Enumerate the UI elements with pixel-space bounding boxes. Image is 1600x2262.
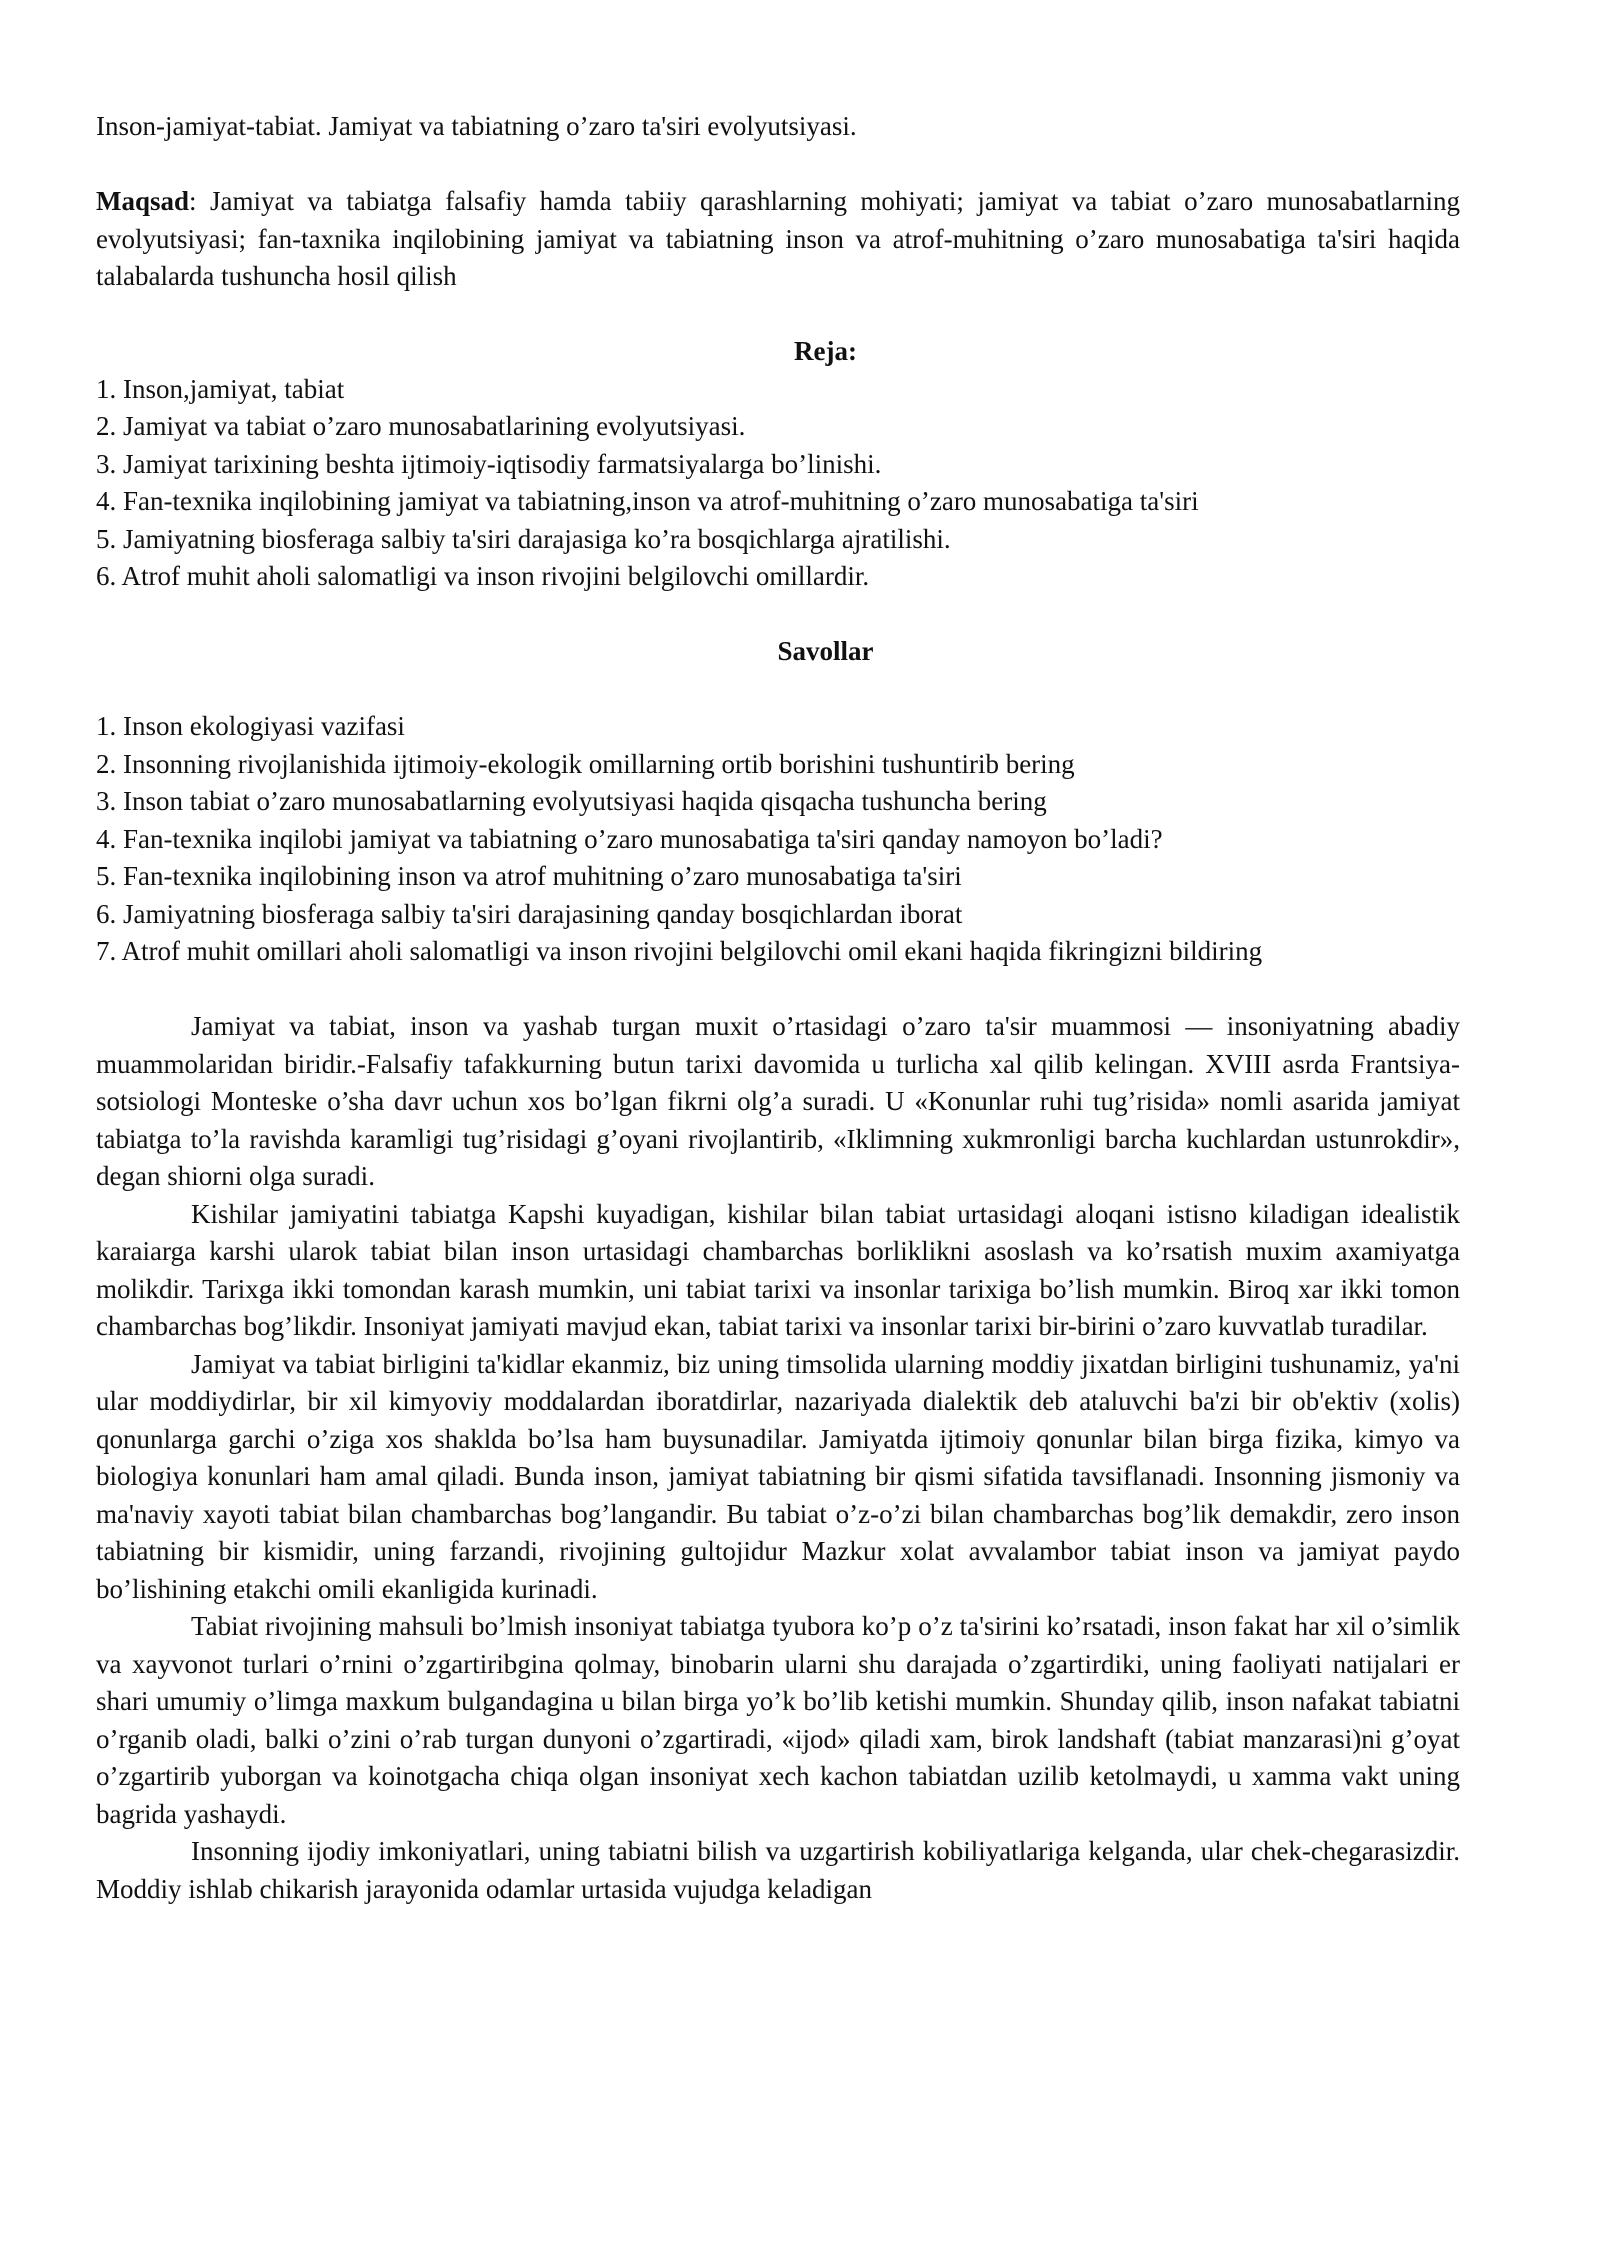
- questions-list: [96, 708, 1460, 971]
- body-paragraph: Kishilar jamiyatini tabiatga Kapshi kuyadigan, kishilar bilan tabiat urtasidagi aloqani istisno kiladigan idealistik karaiarga karshi ularok tabiat bilan inson urtasidagi chambarchas borliklikni asoslash va ko’rsatish muxim axamiyatga molikdir. Tarixga ikki tomondan karash mumkin, uni tabiat tarixi va insonlar tarixiga bo’lish mumkin. Biroq xar ikki tomon chambarchas bog’likdir. Insoniyat jamiyati mavjud ekan, tabiat tarixi va insonlar tarixi bir-birini o’zaro kuvvatlab turadilar.: [96, 1198, 1460, 1341]
- question-item: 5. Fan-texnika inqilobining inson va atrof muhitning o’zaro munosabatiga ta'siri: [96, 861, 962, 891]
- document-page: [96, 108, 1460, 1908]
- plan-list: [96, 371, 1460, 596]
- question-item: 3. Inson tabiat o’zaro munosabatlarning evolyutsiyasi haqida qisqacha tushuncha bering: [96, 786, 1047, 816]
- question-item: 6. Jamiyatning biosferaga salbiy ta'siri darajasining qanday bosqichlardan iborat: [96, 898, 963, 929]
- goal-label: Maqsad: [96, 186, 190, 216]
- plan-item: 5. Jamiyatning biosferaga salbiy ta'siri darajasiga ko’ra bosqichlarga ajratilishi.: [96, 523, 951, 554]
- plan-item: 4. Fan-texnika inqilobining jamiyat va tabiatning,inson va atrof-muhitning o’zaro munosabatiga ta'siri: [96, 486, 1199, 516]
- spacer: [96, 296, 1460, 334]
- spacer: [96, 596, 1460, 634]
- body-paragraph: Tabiat rivojining mahsuli bo’lmish insoniyat tabiatga tyubora ko’p o’z ta'sirini ko’rsatadi, inson fakat har xil o’simlik va xayvonot turlari o’rnini o’zgartiribgina qolmay, binobarin ularni shu darajada o’zgartirdiki, uning faoliyati natijalari er shari umumiy o’limga maxkum bulgandagina u bilan birga yo’k bo’lib ketishi mumkin. Shunday qilib, inson nafakat tabiatni o’rganib oladi, balki o’zini o’rab turgan dunyoni o’zgartiradi, «ijod» qiladi xam, birok landshaft (tabiat manzarasi)ni g’oyat o’zgartirib yuborgan va koinotgacha chiqa olgan insoniyat xech kachon tabiatdan uzilib ketolmaydi, u xamma vakt uning bagrida yashaydi.: [96, 1611, 1460, 1829]
- spacer: [96, 671, 1460, 709]
- question-item: 1. Inson ekologiyasi vazifasi: [96, 711, 405, 741]
- body-paragraph: Jamiyat va tabiat, inson va yashab turgan muxit o’rtasidagi o’zaro ta'sir muammosi — insoniyatning abadiy muammolaridan biridir.-Falsafiy tafakkurning butun tarixi davomida u turlicha xal qilib kelingan. XVIII asrda Frantsiya-sotsiologi Monteske o’sha davr uchun xos bo’lgan fikrni olg’a suradi. U «Konunlar ruhi tug’risida» nomli asarida jamiyat tabiatga to’la ravishda karamligi tug’risidagi g’oyani rivojlantirib, «Iklimning xukmronligi barcha kuchlardan ustunrokdir», degan shiorni olga suradi.: [96, 1011, 1460, 1191]
- body-paragraph: Insonning ijodiy imkoniyatlari, uning tabiatni bilish va uzgartirish kobiliyatlariga kelganda, ular chek-chegarasizdir. Moddiy ishlab chikarish jarayonida odamlar urtasida vujudga keladigan: [96, 1836, 1460, 1904]
- question-item: 2. Insonning rivojlanishida ijtimoiy-ekologik omillarning ortib borishini tushuntirib bering: [96, 748, 1075, 779]
- spacer: [96, 971, 1460, 1009]
- plan-item: 2. Jamiyat va tabiat o’zaro munosabatlarining evolyutsiyasi.: [96, 411, 746, 441]
- plan-heading: Reja:: [794, 336, 857, 366]
- plan-item: 6. Atrof muhit aholi salomatligi va inson rivojini belgilovchi omillardir.: [96, 561, 870, 591]
- questions-heading: Savollar: [777, 636, 874, 666]
- document-title: Inson-jamiyat-tabiat. Jamiyat va tabiatning o’zaro ta'siri evolyutsiyasi.: [96, 111, 857, 141]
- body-paragraph: Jamiyat va tabiat birligini ta'kidlar ekanmiz, biz uning timsolida ularning moddiy jixatdan birligini tushunamiz, ya'ni ular moddiydirlar, bir xil kimyoviy moddalardan iboratdirlar, nazariyada dialektik deb ataluvchi ba'zi bir ob'ektiv (xolis) qonunlarga garchi o’ziga xos shaklda bo’lsa ham buysunadilar. Jamiyatda ijtimoiy qonunlar bilan birga fizika, kimyo va biologiya konunlari ham amal qiladi. Bunda inson, jamiyat tabiatning bir qismi sifatida tavsiflanadi. Insonning jismoniy va ma'naviy xayoti tabiat bilan chambarchas bog’langandir. Bu tabiat o’z-o’zi bilan chambarchas bog’lik demakdir, zero inson tabiatning bir kismidir, uning farzandi, rivojining gultojidur Mazkur xolat avvalambor tabiat inson va jamiyat paydo bo’lishining etakchi omili ekanligida kurinadi.: [96, 1348, 1460, 1604]
- plan-item: 1. Inson,jamiyat, tabiat: [96, 373, 345, 404]
- goal-text: : Jamiyat va tabiatga falsafiy hamda tabiiy qarashlarning mohiyati; jamiyat va tabiat o’zaro munosabatlarning evolyutsiyasi; fan-taxnika inqilobining jamiyat va tabiatning inson va atrof-muhitning o’zaro munosabatiga ta'siri haqida talabalarda tushuncha hosil qilish: [96, 186, 1460, 291]
- plan-item: 3. Jamiyat tarixining beshta ijtimoiy-iqtisodiy farmatsiyalarga bo’linishi.: [96, 448, 882, 479]
- spacer: [96, 146, 1460, 184]
- question-item: 7. Atrof muhit omillari aholi salomatligi va inson rivojini belgilovchi omil ekani haqida fikringizni bildiring: [96, 936, 1263, 966]
- question-item: 4. Fan-texnika inqilobi jamiyat va tabiatning o’zaro munosabatiga ta'siri qanday namoyon bo’ladi?: [96, 823, 1163, 854]
- goal-paragraph: [96, 183, 1460, 296]
